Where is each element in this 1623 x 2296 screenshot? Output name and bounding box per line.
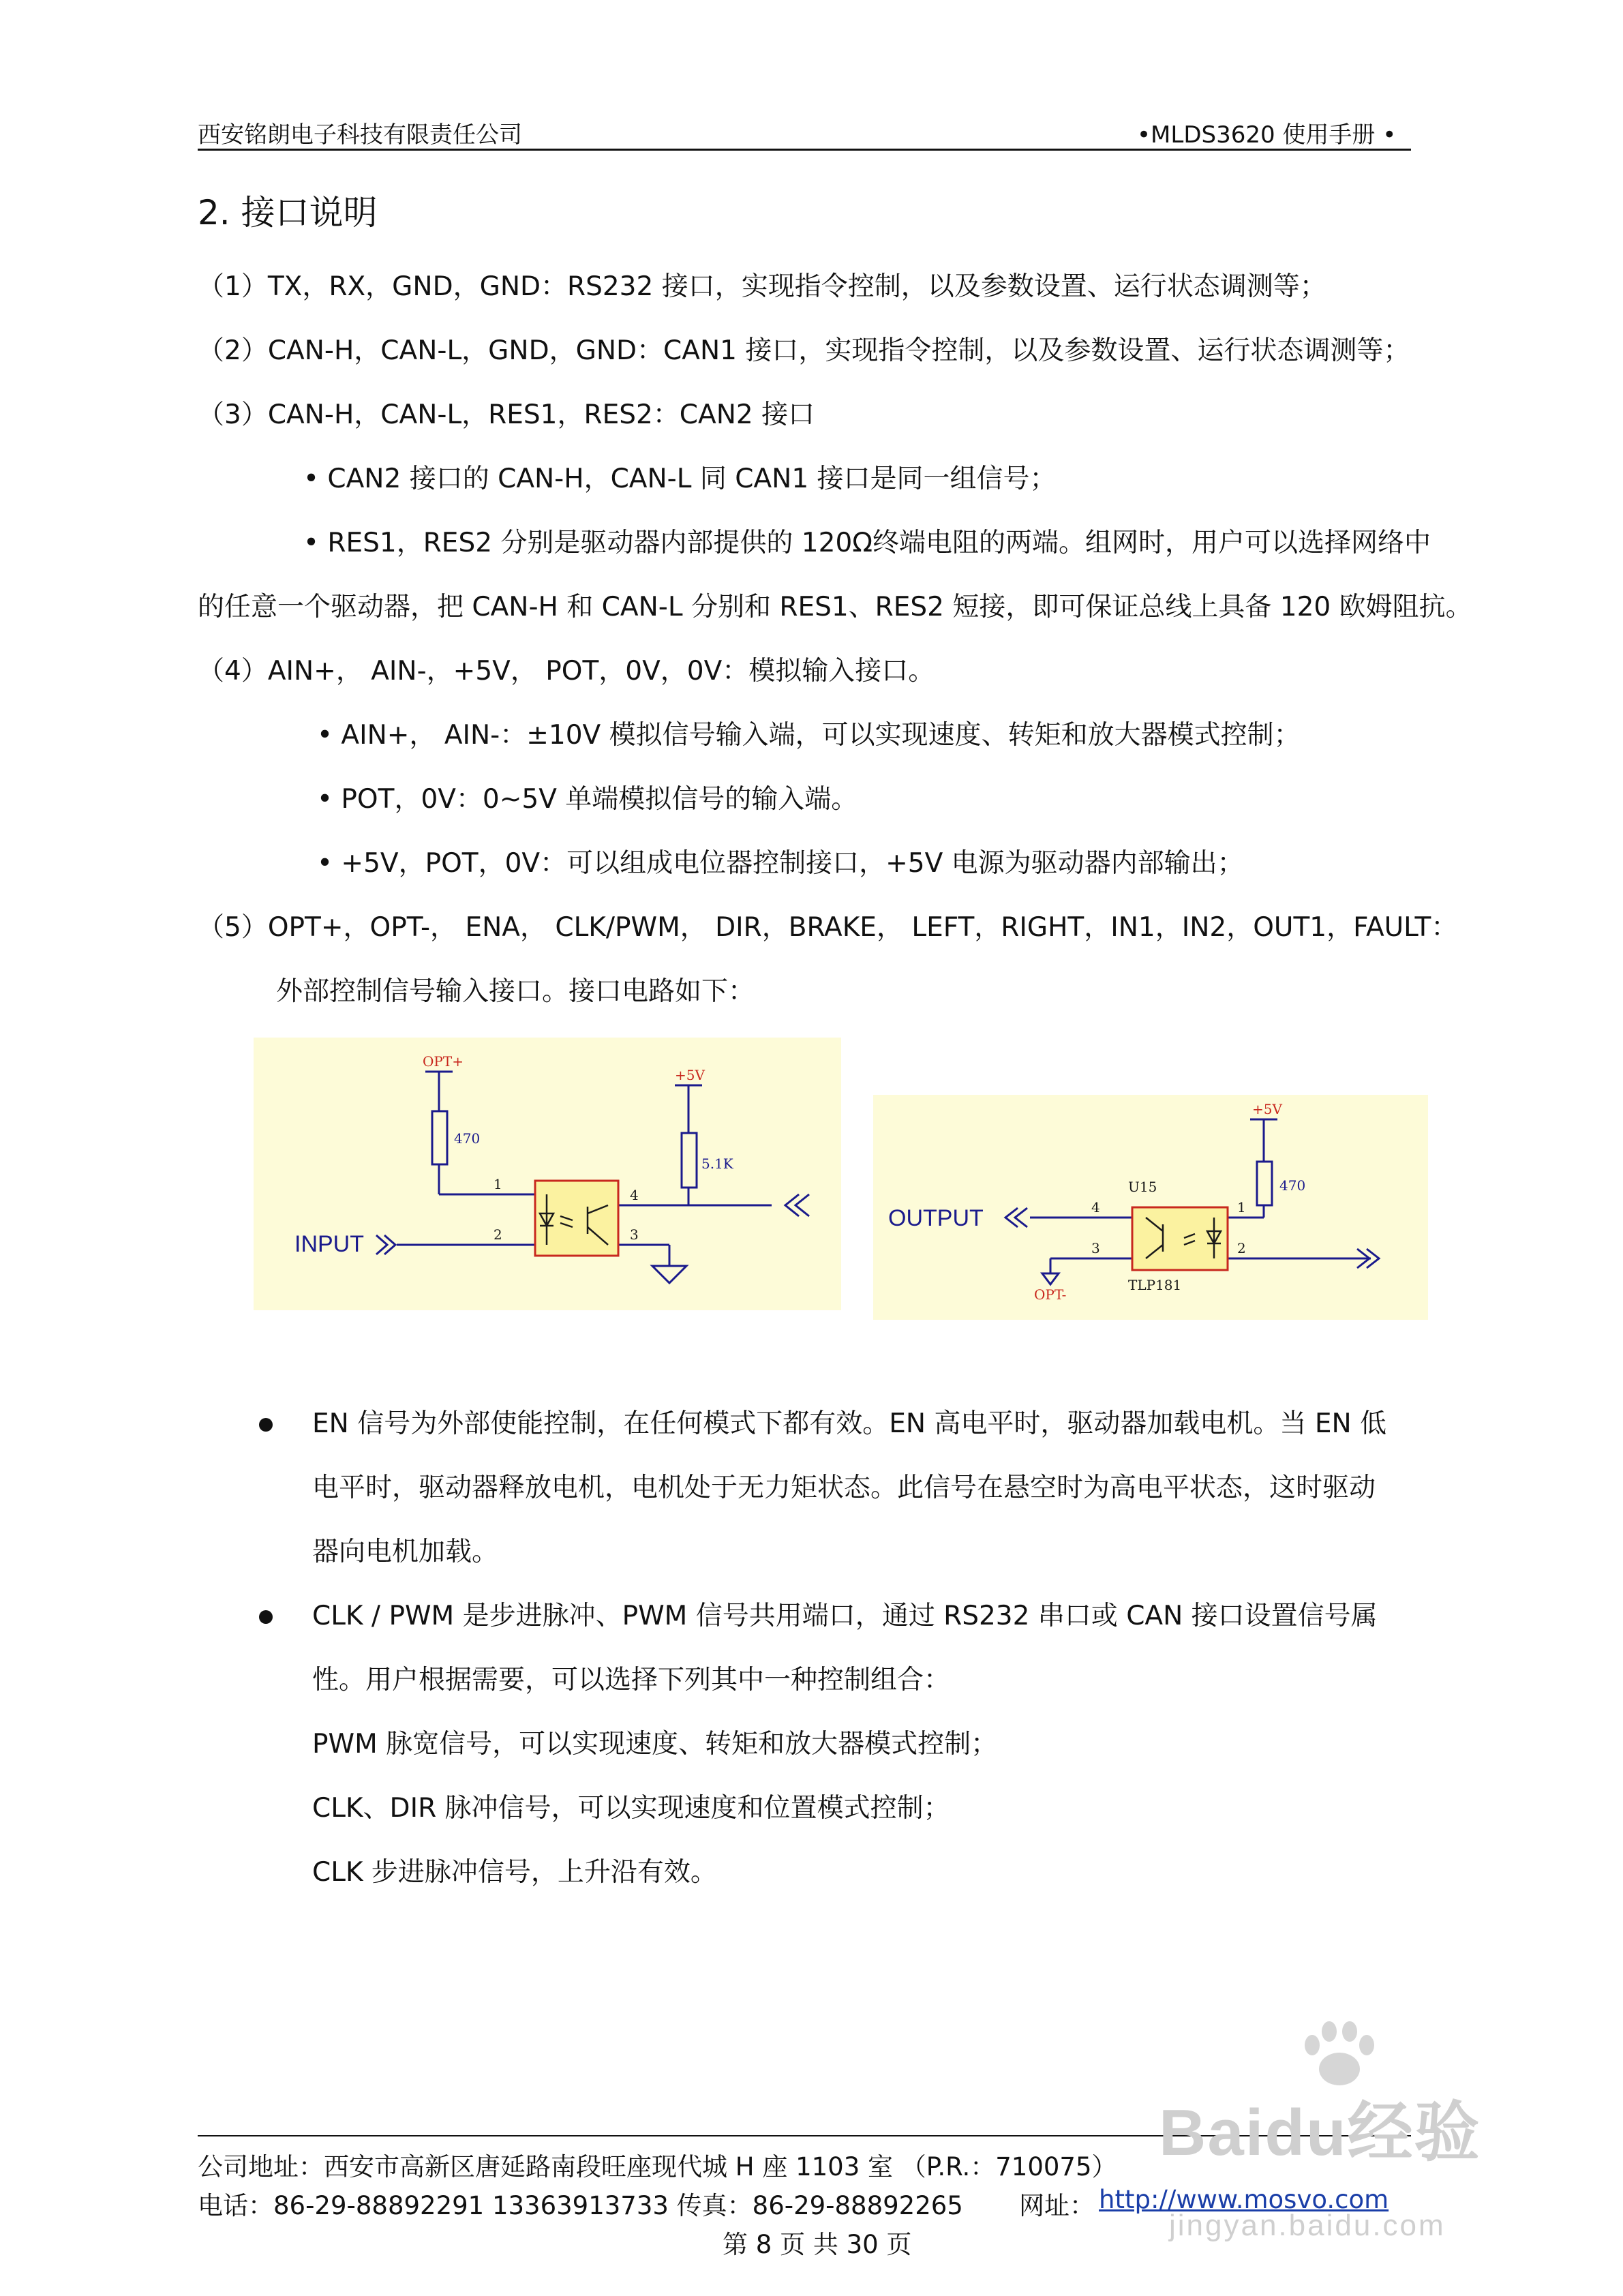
label-opt-minus: OPT- [1034,1286,1067,1303]
header-manual-title: •MLDS3620 使用手册 • [1137,121,1397,149]
optocoupler-body [535,1181,618,1256]
clk-note-line1: CLK / PWM 是步进脉冲、PWM 信号共用端口，通过 RS232 串口或 CAN 接口设置信号属 [312,1601,1378,1631]
en-note-line1: EN 信号为外部使能控制，在任何模式下都有效。EN 高电平时，驱动器加载电机。当 EN 低 [312,1408,1387,1439]
label-opt-plus: OPT+ [423,1053,464,1070]
label-input: INPUT [294,1231,364,1257]
clk-note-line2: 性。用户根据需要，可以选择下列其中一种控制组合： [312,1665,951,1695]
item-5-line2: 外部控制信号输入接口。接口电路如下： [276,976,755,1007]
footer-address: 公司地址：西安市高新区唐延路南段旺座现代城 H 座 1103 室 （P.R.：710075） [198,2152,1117,2181]
label-r1-value: 470 [1279,1177,1306,1194]
en-note-line2: 电平时，驱动器释放电机，电机处于无力矩状态。此信号在悬空时为高电平状态，这时驱动 [312,1472,1376,1503]
item-1: （1）TX，RX，GND，GND：RS232 接口，实现指令控制，以及参数设置、运行状态调测等； [198,271,1326,302]
label-ref: U15 [1128,1179,1157,1195]
item-4-sub-b: • POT，0V：0~5V 单端模拟信号的输入端。 [317,784,858,815]
label-vcc: +5V [675,1067,705,1083]
header-company: 西安铭朗电子科技有限责任公司 [198,121,522,149]
section-title: 2. 接口说明 [198,193,378,232]
label-vcc: +5V [1252,1101,1282,1117]
item-4: （4）AIN+， AIN-，+5V， POT，0V，0V：模拟输入接口。 [198,656,935,686]
pin-4: 4 [630,1187,639,1203]
pin-1: 1 [1237,1199,1246,1215]
clk-note-line5: CLK 步进脉冲信号，上升沿有效。 [312,1857,717,1888]
clk-note-line3: PWM 脉宽信号，可以实现速度、转矩和放大器模式控制； [312,1729,998,1759]
item-3: （3）CAN-H，CAN-L，RES1，RES2：CAN2 接口 [198,399,815,430]
pin-1: 1 [494,1176,502,1192]
resistor-5k1 [682,1133,697,1188]
clk-note-line4: CLK、DIR 脉冲信号，可以实现速度和位置模式控制； [312,1793,950,1824]
resistor-470 [1257,1162,1272,1205]
bullet-icon [259,1610,273,1624]
footer-web-label: 网址： [1019,2191,1095,2220]
opt-minus-arrow-icon [1042,1273,1059,1284]
input-circuit-svg [254,1038,841,1310]
item-4-sub-c: • +5V，POT，0V：可以组成电位器控制接口，+5V 电源为驱动器内部输出； [317,848,1244,879]
footer-page-number: 第 8 页 共 30 页 [723,2230,912,2259]
label-r2-value: 5.1K [701,1155,733,1172]
input-circuit-diagram [254,1038,841,1310]
item-4-sub-a: • AIN+， AIN-：±10V 模拟信号输入端，可以实现速度、转矩和放大器模式控制； [317,720,1301,751]
label-r1-value: 470 [454,1130,481,1147]
item-2: （2）CAN-H，CAN-L，GND，GND：CAN1 接口，实现指令控制，以及参数设置、运行状态调测等； [198,335,1410,366]
output-circuit-svg [873,1095,1428,1320]
paw-logo-icon [1299,2021,1380,2089]
footer-website-link[interactable]: http://www.mosvo.com [1099,2185,1389,2214]
ground-icon [652,1266,686,1283]
header-rule [198,149,1411,151]
pin-2: 2 [1237,1240,1246,1256]
item-3-sub-b-line2: 的任意一个驱动器，把 CAN-H 和 CAN-L 分别和 RES1、RES2 短接，即可保证总线上具备 120 欧姆阻抗。 [198,592,1472,622]
watermark-url: jingyan.baidu.com [1169,2209,1446,2242]
pin-4: 4 [1091,1199,1100,1215]
item-5: （5）OPT+，OPT-， ENA， CLK/PWM， DIR，BRAKE， LEFT，RIGHT，IN1，IN2，OUT1，FAULT： [198,912,1458,943]
resistor-470 [432,1111,447,1164]
bullet-icon [259,1418,273,1432]
pin-3: 3 [1091,1240,1100,1256]
pin-3: 3 [630,1226,639,1243]
en-note-line3: 器向电机加载。 [312,1537,499,1567]
pin-2: 2 [494,1226,502,1243]
label-output: OUTPUT [888,1205,984,1231]
label-part: TLP181 [1128,1277,1182,1293]
output-circuit-diagram [873,1095,1428,1320]
item-3-sub-a: • CAN2 接口的 CAN-H，CAN-L 同 CAN1 接口是同一组信号； [303,464,1057,494]
footer-phone-fax: 电话：86-29-88892291 13363913733 传真：86-29-88892265 [198,2191,963,2220]
item-3-sub-b-line1: • RES1，RES2 分别是驱动器内部提供的 120Ω终端电阻的两端。组网时，用户可以选择网络中 [303,528,1431,558]
watermark-brand: Baidu经验 [1159,2096,1481,2169]
